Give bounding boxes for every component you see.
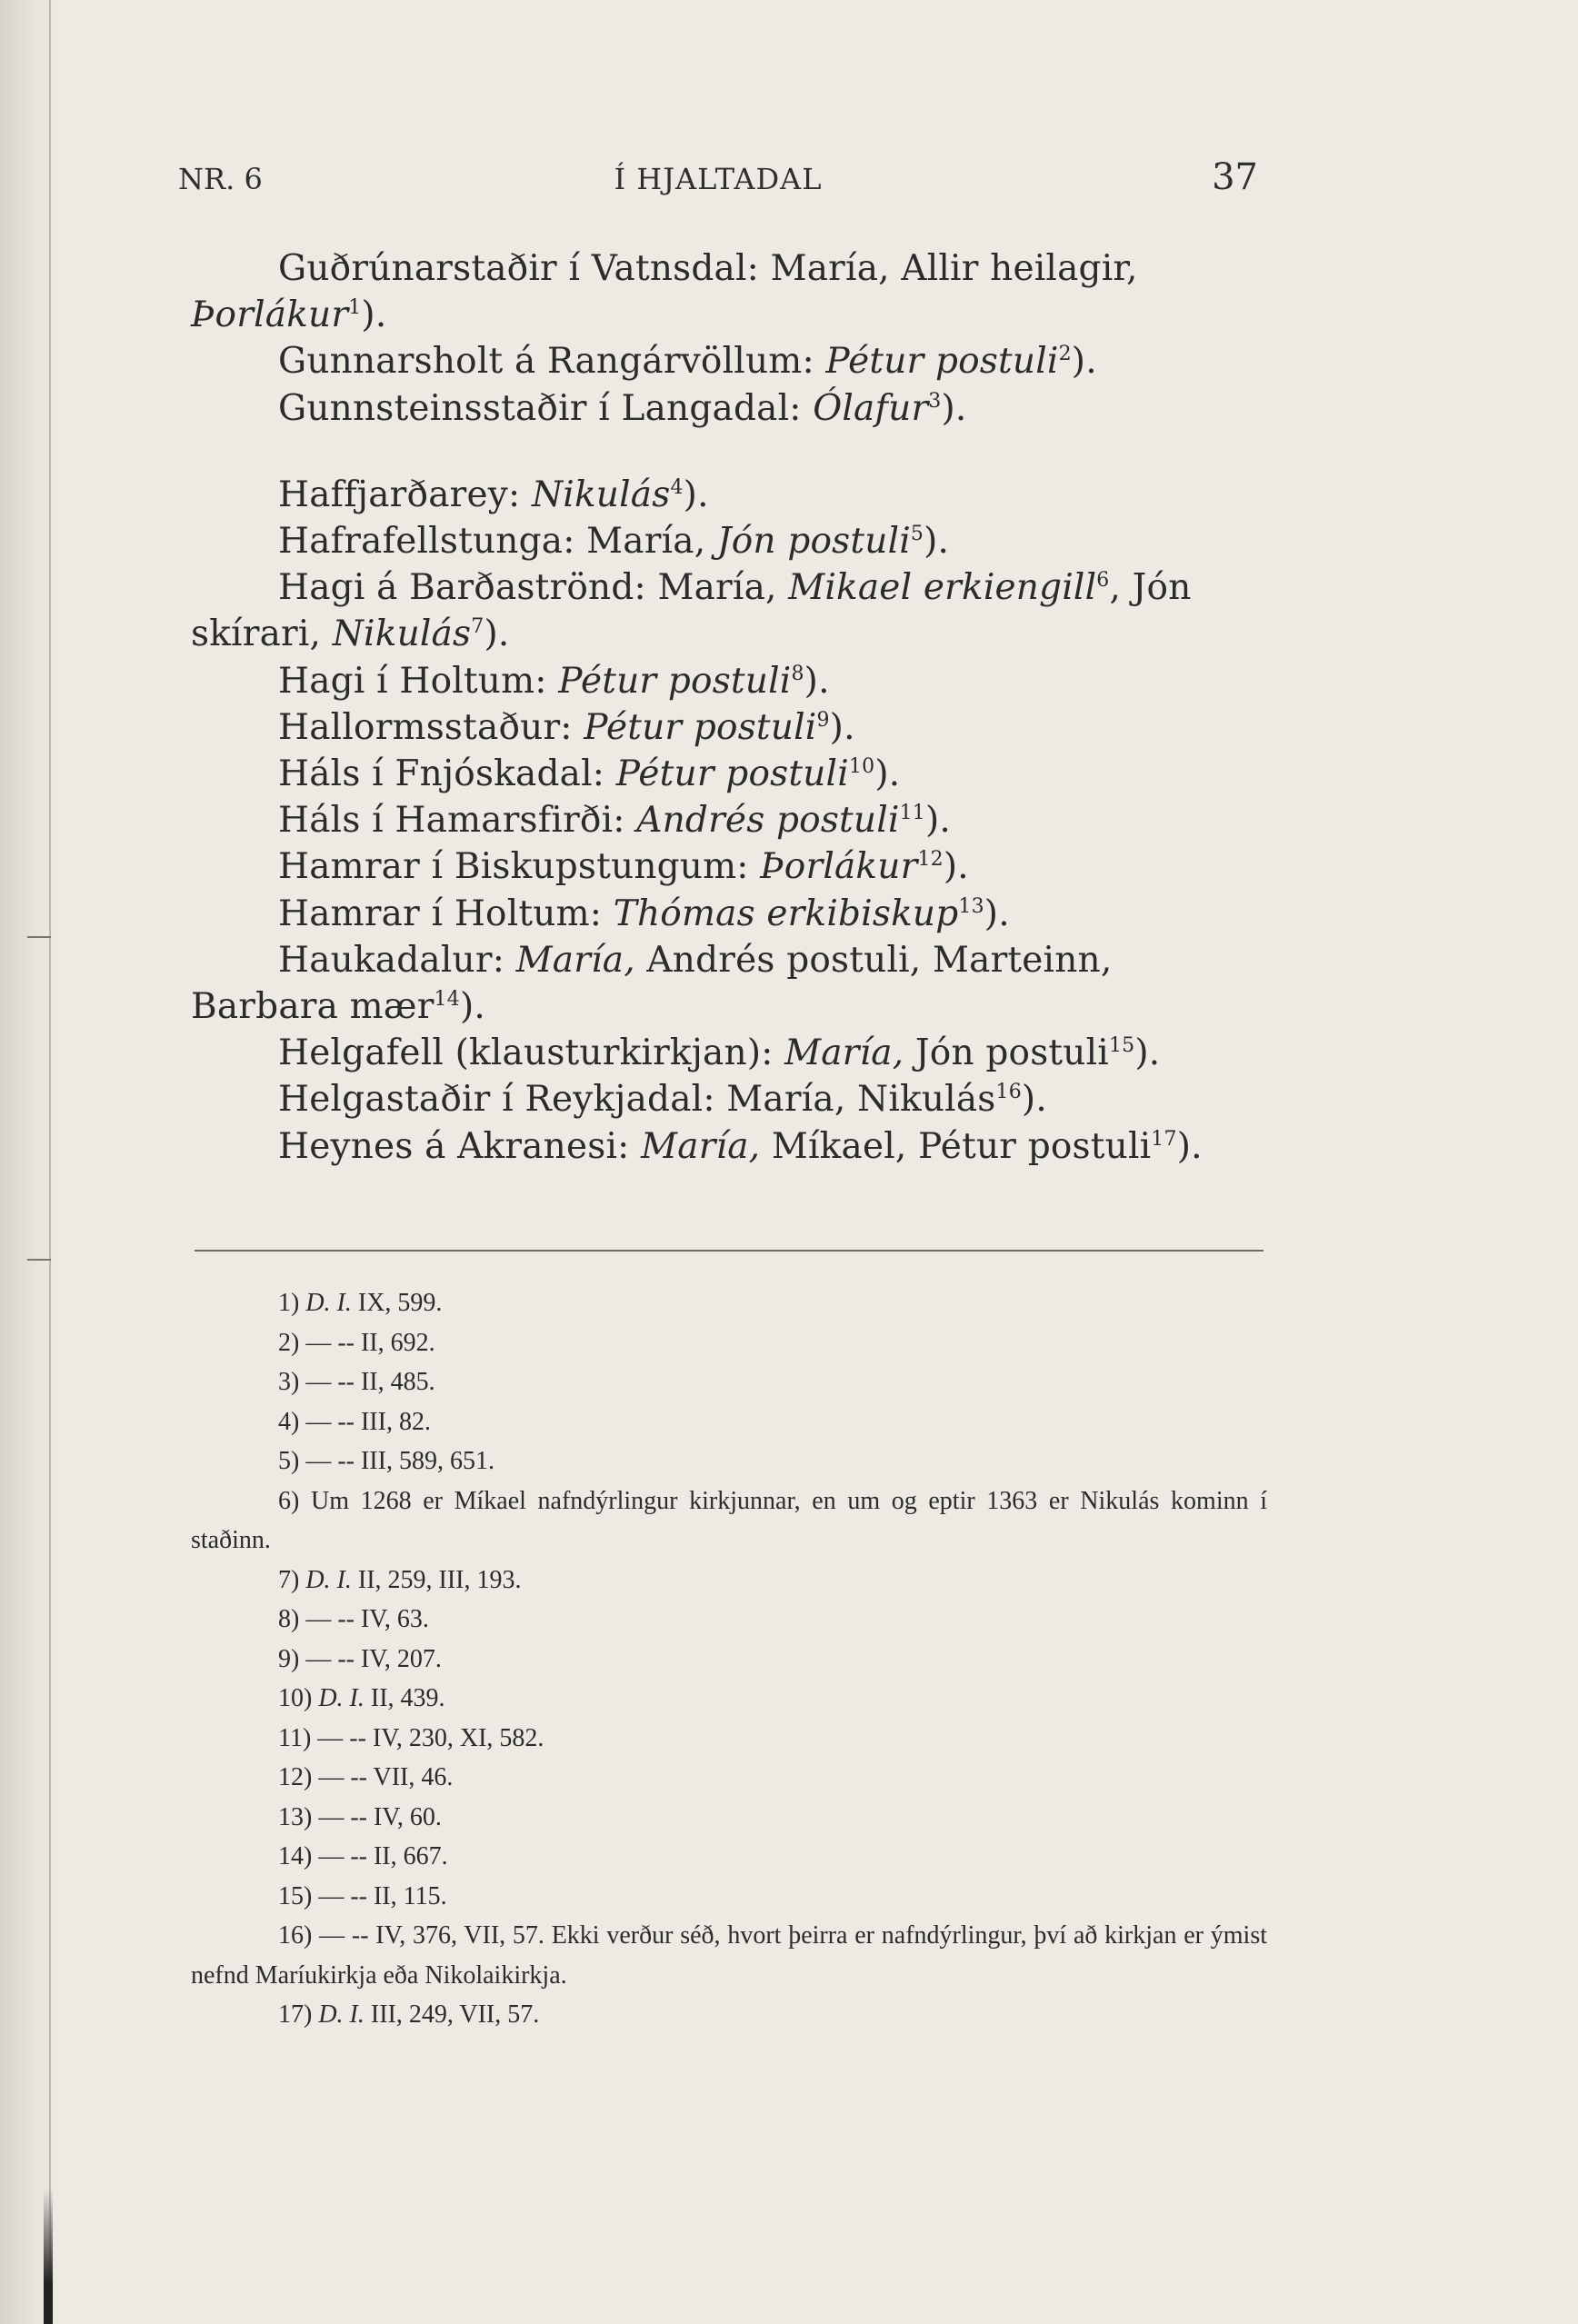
running-title: Í HJALTADAL (614, 162, 823, 196)
list-item: Helgastaðir í Reykjadal: María, Nikulás$^{16}$). (278, 1079, 1047, 1121)
list-item: Gunnarsholt á Rangárvöllum: Pétur postuli$^2$). (278, 341, 1097, 383)
footnote: 10) D. I. II, 439. (278, 1684, 445, 1712)
list-item: Gunnsteinsstaðir í Langadal: Ólafur$^3$). (278, 387, 967, 429)
list-item: Helgafell (klausturkirkjan): María, Jón postuli$^{15}$). (278, 1032, 1161, 1074)
footnote: 2) — -- II, 692. (278, 1328, 435, 1357)
list-item: Hagi í Holtum: Pétur postuli$^8$). (278, 660, 830, 702)
list-item: Hafrafellstunga: María, Jón postuli$^5$). (278, 521, 950, 563)
list-item: Haffjarðarey: Nikulás$^4$). (278, 474, 709, 515)
list-item: Hallormsstaður: Pétur postuli$^9$). (278, 706, 855, 748)
footnote: 8) — -- IV, 63. (278, 1605, 429, 1633)
footnote-divider (195, 1250, 1263, 1252)
page-number: 37 (1212, 156, 1258, 198)
list-item: Haukadalur: María, Andrés postuli, Marteinn, Barbara mær$^{14}$). (191, 939, 1113, 1028)
gutter-mark (27, 936, 51, 938)
footnote: 16) — -- IV, 376, VII, 57. Ekki verður séð, hvort þeirra er nafndýrlingur, því að kirkjan er ýmist nefnd Maríukirkja eða Nikolaikirkja. (191, 1921, 1267, 1990)
list-item: Háls í Fnjóskadal: Pétur postuli$^{10}$). (278, 753, 901, 795)
footnote: 9) — -- IV, 207. (278, 1644, 442, 1673)
footnote: 12) — -- VII, 46. (278, 1763, 454, 1791)
list-item: Guðrúnarstaðir í Vatnsdal: María, Allir heilagir, Þorlákur$^1$). (191, 248, 1138, 336)
page-gutter-line (49, 0, 51, 2324)
footnote: 7) D. I. II, 259, III, 193. (278, 1565, 522, 1594)
running-header (178, 156, 1258, 211)
list-item: Hamrar í Biskupstungum: Þorlákur$^{12}$). (278, 846, 969, 888)
gutter-mark (27, 1259, 51, 1261)
footnote: 11) — -- IV, 230, XI, 582. (278, 1723, 544, 1752)
issue-number: NR. 6 (178, 162, 263, 196)
list-item: Hagi á Barðaströnd: María, Mikael erkiengill$^6$, Jón skírari, Nikulás$^7$). (191, 567, 1192, 655)
footnote: 1) D. I. IX, 599. (278, 1289, 443, 1317)
footnote: 6) Um 1268 er Míkael nafndýrlingur kirkjunnar, en um og eptir 1363 er Nikulás kominn í staðinn. (191, 1486, 1268, 1554)
footnote: 15) — -- II, 115. (278, 1881, 447, 1910)
list-item: Háls í Hamarsfirði: Andrés postuli$^{11}$). (278, 800, 952, 842)
scan-edge-shadow (0, 0, 56, 2324)
church-dedication-list (191, 245, 1267, 1170)
footnotes (191, 1283, 1267, 2035)
footnote: 4) — -- III, 82. (278, 1407, 431, 1436)
list-item: Hamrar í Holtum: Thómas erkibiskup$^{13}$). (278, 893, 1010, 934)
footnote: 5) — -- III, 589, 651. (278, 1447, 494, 1475)
footnote: 13) — -- IV, 60. (278, 1802, 442, 1831)
footnote: 14) — -- II, 667. (278, 1842, 448, 1870)
binding-mark (44, 2188, 53, 2324)
footnote: 3) — -- II, 485. (278, 1368, 435, 1396)
footnote: 17) D. I. III, 249, VII, 57. (278, 2000, 540, 2029)
list-item: Heynes á Akranesi: María, Míkael, Pétur postuli$^{17}$). (278, 1125, 1203, 1167)
